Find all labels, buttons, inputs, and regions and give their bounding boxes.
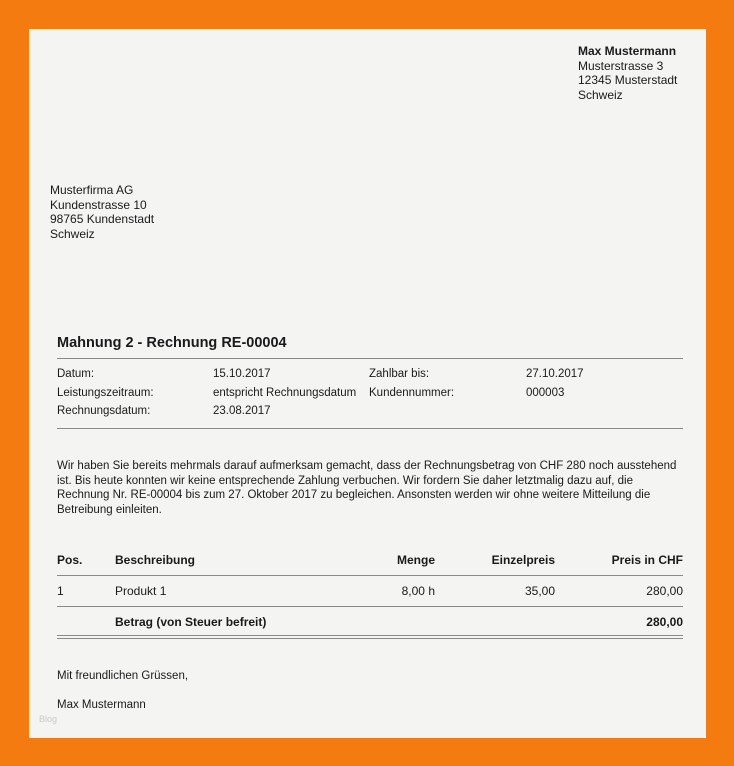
row-description: Produkt 1: [115, 584, 167, 598]
letter-page: [29, 29, 706, 738]
sender-country: Schweiz: [578, 87, 623, 102]
col-header-price: Preis in CHF: [611, 553, 683, 567]
col-header-description: Beschreibung: [115, 553, 196, 567]
rechnungsdatum-value: 23.08.2017: [213, 405, 271, 417]
row-price: 280,00: [646, 584, 683, 598]
sender-city: 12345 Musterstadt: [578, 73, 678, 87]
recipient-country: Schweiz: [50, 226, 95, 241]
meta-labels-left: [57, 365, 154, 421]
watermark: Blog: [39, 714, 58, 724]
rechnungsdatum-label: Rechnungsdatum:: [57, 405, 151, 417]
zahlbar-label: Zahlbar bis:: [369, 368, 430, 380]
reminder-text: Wir haben Sie bereits mehrmals darauf aufmerksam gemacht, dass der Rechnungsbetrag von CHF 280 noch ausstehend ist. Bis heute konnten wir keine entsprechende Zahlung verbuchen. Wir fordern Sie daher letztmalig dazu auf, die Rechnung Nr. RE-00004 bis zum 27. Oktober 2017 zu begleichen. Ansonsten werden wir ohne weitere Mitteilung die Betreibung einleiten.: [57, 460, 677, 516]
total-divider-bottom: [57, 638, 683, 639]
meta-values-right: [526, 365, 584, 402]
col-header-unit-price: Einzelpreis: [491, 553, 555, 567]
meta-divider: [57, 428, 683, 429]
signature-name: Max Mustermann: [57, 699, 146, 711]
row-quantity: 8,00 h: [401, 584, 435, 598]
zahlbar-value: 27.10.2017: [526, 368, 584, 380]
meta-labels-right: [369, 365, 454, 402]
row-unit-price: 35,00: [524, 584, 555, 598]
recipient-street: Kundenstrasse 10: [50, 197, 147, 212]
recipient-company: Musterfirma AG: [50, 183, 134, 197]
table-header-divider: [57, 575, 683, 576]
datum-value: 15.10.2017: [213, 368, 271, 380]
table-row-divider: [57, 606, 683, 607]
kundennummer-value: 000003: [526, 386, 565, 399]
total-divider-top: [57, 635, 683, 636]
recipient-address: [50, 183, 154, 241]
kundennummer-label: Kundennummer:: [369, 386, 455, 399]
total-value: 280,00: [646, 615, 683, 629]
document-title: Mahnung 2 - Rechnung RE-00004: [57, 335, 287, 351]
leistungszeitraum-label: Leistungszeitraum:: [57, 386, 154, 399]
title-divider: [57, 358, 683, 359]
total-label: Betrag (von Steuer befreit): [115, 615, 267, 629]
sender-address: [578, 44, 677, 102]
sender-name: Max Mustermann: [578, 44, 677, 58]
sender-street: Musterstrasse 3: [578, 58, 664, 73]
col-header-pos: Pos.: [57, 553, 83, 567]
meta-values-left: [213, 365, 356, 421]
recipient-city: 98765 Kundenstadt: [50, 212, 155, 226]
closing-greeting: Mit freundlichen Grüssen,: [57, 670, 189, 682]
col-header-quantity: Menge: [396, 553, 435, 567]
row-pos: 1: [57, 584, 64, 598]
datum-label: Datum:: [57, 368, 95, 380]
leistungszeitraum-value: entspricht Rechnungsdatum: [213, 386, 357, 399]
